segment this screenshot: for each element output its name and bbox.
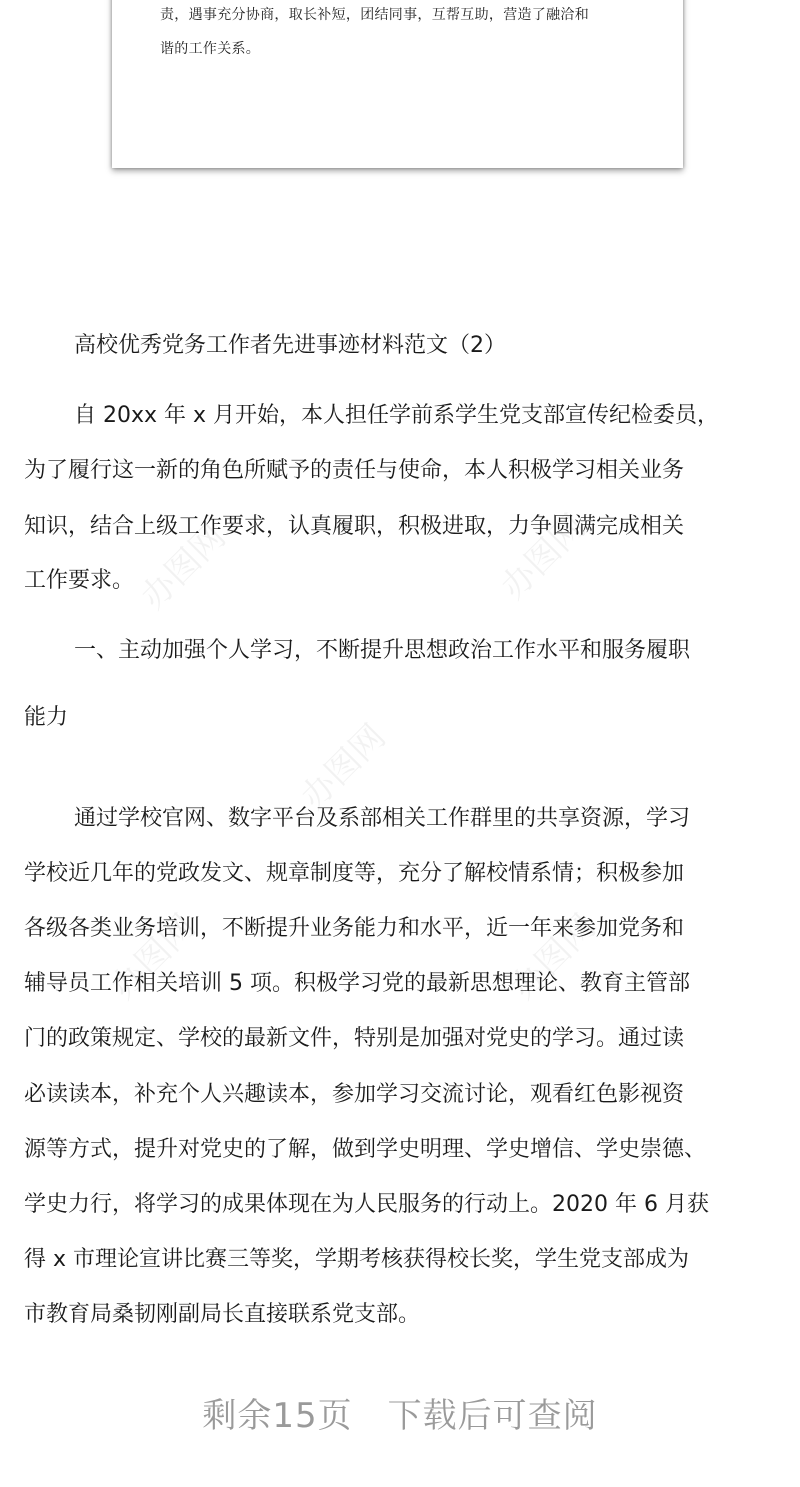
body-line: 必读读本，补充个人兴趣读本，参加学习交流讨论，观看红色影视资 bbox=[24, 1082, 685, 1107]
watermark: 办图网 bbox=[503, 906, 604, 1008]
preview-line-2: 谐的工作关系。 bbox=[160, 41, 261, 57]
body-line: 辅导员工作相关培训 5 项。积极学习党的最新思想理论、教育主管部 bbox=[24, 971, 690, 996]
section-heading: 能力 bbox=[24, 705, 69, 730]
previous-page-preview bbox=[112, 0, 683, 168]
intro-line: 工作要求。 bbox=[24, 568, 135, 593]
body-line: 学史力行，将学习的成果体现在为人民服务的行动上。2020 年 6 月获 bbox=[24, 1192, 709, 1217]
preview-line-1: 责，遇事充分协商，取长补短，团结同事，互帮互助，营造了融洽和 bbox=[160, 7, 589, 23]
body-line: 通过学校官网、数字平台及系部相关工作群里的共享资源，学习 bbox=[74, 806, 691, 831]
body-line: 门的政策规定、学校的最新文件，特别是加强对党史的学习。通过读 bbox=[24, 1026, 685, 1051]
watermark: 办图网 bbox=[293, 716, 394, 818]
watermark: 办图网 bbox=[493, 506, 594, 608]
section-heading: 一、主动加强个人学习，不断提升思想政治工作水平和服务履职 bbox=[74, 638, 691, 663]
watermark: 办图网 bbox=[133, 516, 234, 618]
watermark: 办图网 bbox=[103, 906, 204, 1008]
body-line: 各级各类业务培训，不断提升业务能力和水平，近一年来参加党务和 bbox=[24, 916, 685, 941]
intro-line: 知识，结合上级工作要求，认真履职，积极进取，力争圆满完成相关 bbox=[24, 514, 685, 539]
intro-line: 自 20xx 年 x 月开始，本人担任学前系学生党支部宣传纪检委员， bbox=[74, 403, 720, 428]
document-title: 高校优秀党务工作者先进事迹材料范文（2） bbox=[74, 333, 506, 358]
body-line: 得 x 市理论宣讲比赛三等奖，学期考核获得校长奖，学生党支部成为 bbox=[24, 1247, 690, 1272]
body-line: 学校近几年的党政发文、规章制度等，充分了解校情系情；积极参加 bbox=[24, 861, 685, 886]
body-line: 源等方式，提升对党史的了解，做到学史明理、学史增信、学史崇德、 bbox=[24, 1137, 707, 1162]
body-line: 市教育局桑韧刚副局长直接联系党支部。 bbox=[24, 1302, 421, 1327]
intro-line: 为了履行这一新的角色所赋予的责任与使命，本人积极学习相关业务 bbox=[24, 458, 685, 483]
remaining-pages-notice: 剩余15页 下载后可查阅 bbox=[202, 1396, 598, 1436]
